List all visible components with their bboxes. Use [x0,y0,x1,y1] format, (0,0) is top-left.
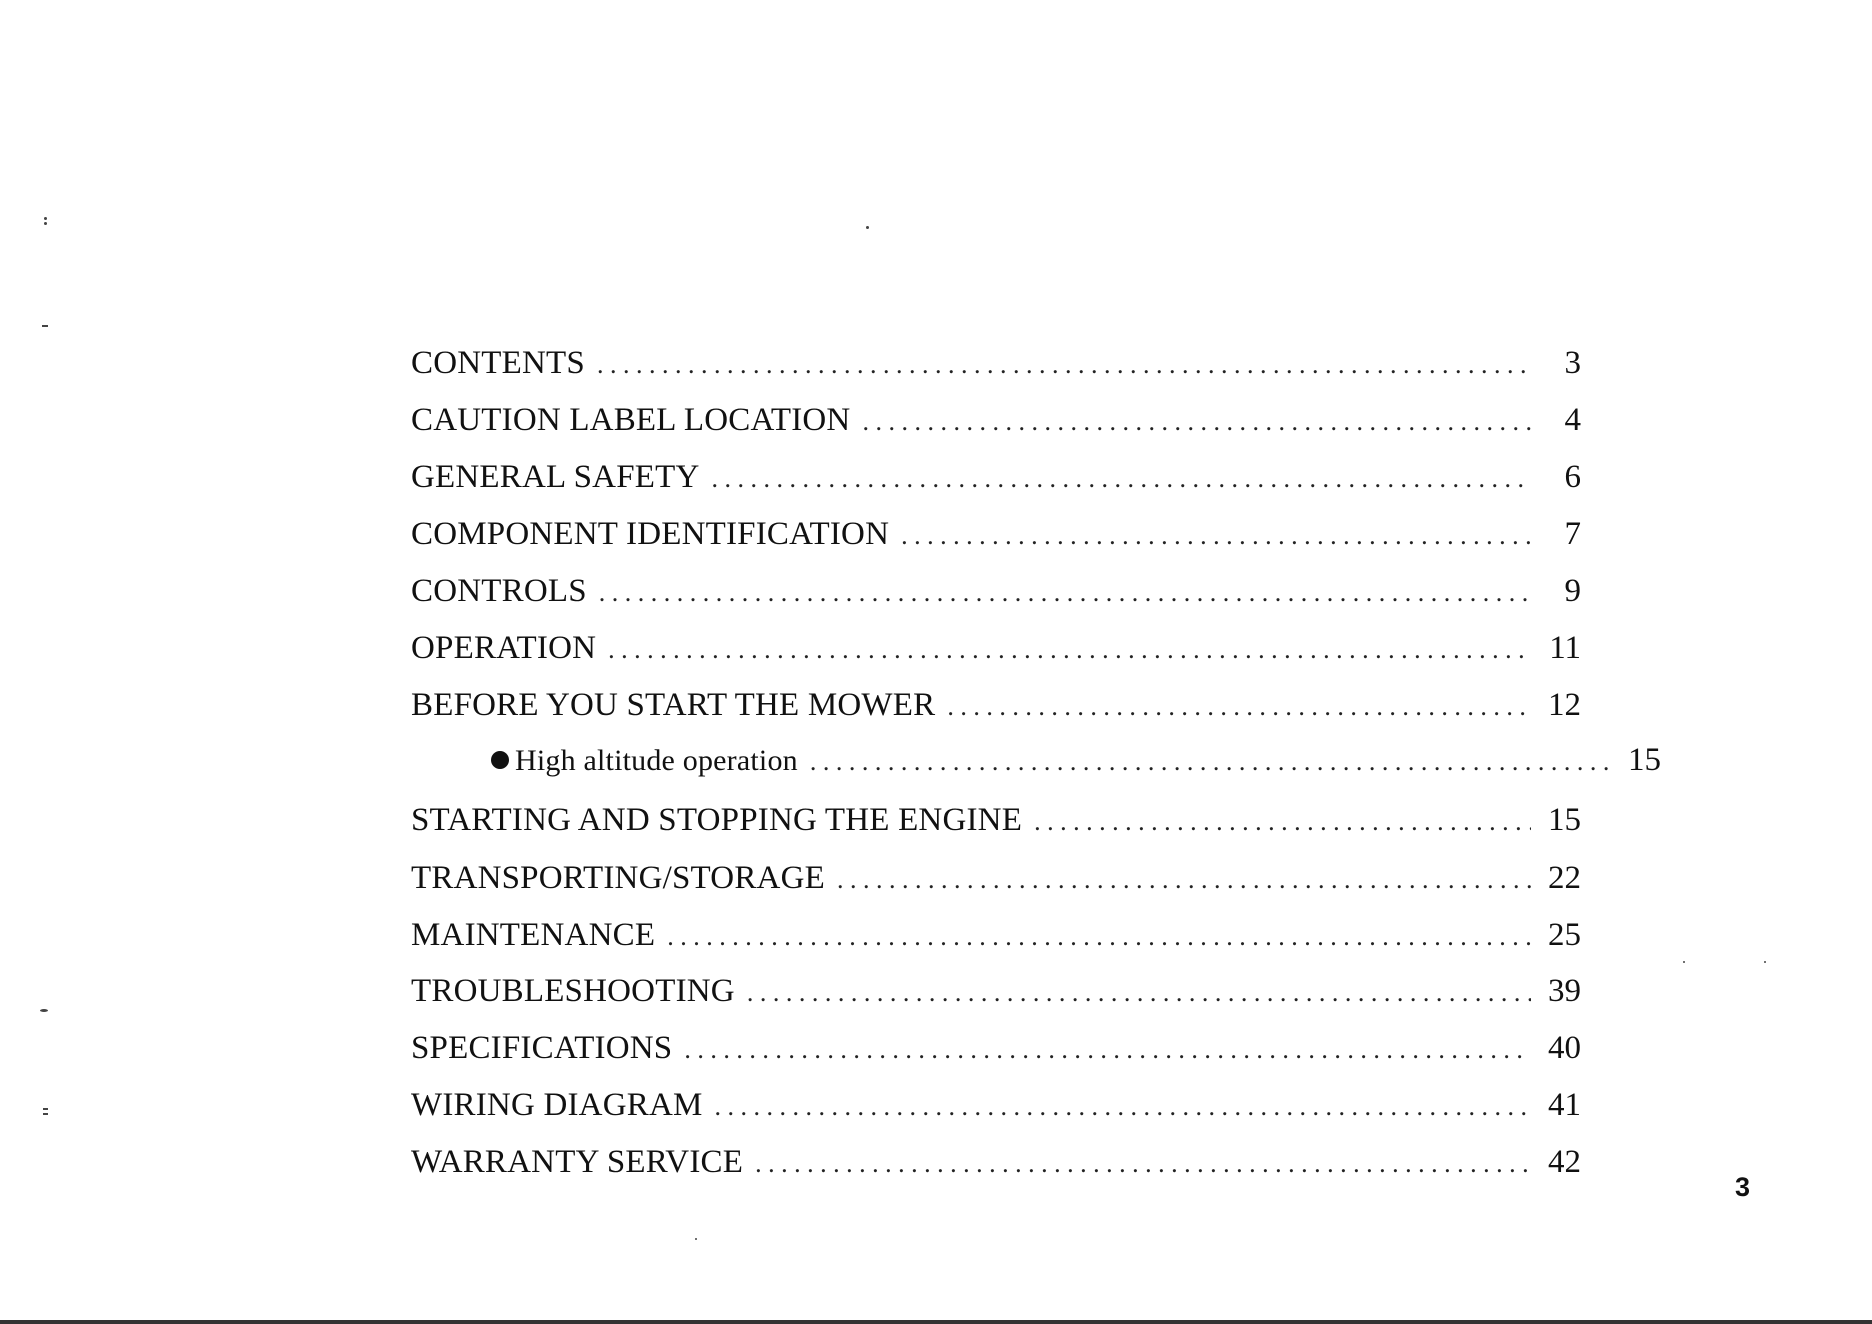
toc-entry-page: 40 [1548,1030,1581,1066]
dot-leader [901,521,1531,551]
scan-speck [43,1108,48,1110]
toc-entry-label: GENERAL SAFETY [411,459,700,495]
toc-entry-page: 15 [1548,802,1581,838]
toc-entry-label: OPERATION [411,630,597,666]
toc-entry-contents[interactable] [411,345,1581,402]
dot-leader [837,865,1531,895]
toc-subentry-high-altitude[interactable] [411,742,1661,802]
toc-entry-warranty-service[interactable] [411,1144,1581,1201]
toc-entry-caution-label-location[interactable] [411,402,1581,459]
toc-entry-page: 7 [1564,516,1581,552]
toc-entry-label: TROUBLESHOOTING [411,973,735,1009]
toc-entry-page: 9 [1564,573,1581,609]
dot-leader [862,407,1531,437]
scan-speck [43,1113,48,1115]
toc-entry-component-identification[interactable] [411,516,1581,573]
dot-leader [684,1035,1531,1065]
toc-entry-transporting-storage[interactable] [411,860,1581,917]
toc-entry-page: 15 [1628,742,1661,778]
toc-entry-label: BEFORE YOU START THE MOWER [411,687,936,723]
dot-leader [608,635,1531,665]
toc-entry-before-you-start[interactable] [411,687,1581,742]
toc-entry-label: CONTROLS [411,573,587,609]
dot-leader [597,350,1531,380]
scan-speck [42,325,48,327]
toc-entry-specifications[interactable] [411,1030,1581,1087]
dot-leader [599,578,1531,608]
toc-entry-starting-stopping[interactable] [411,802,1581,860]
dot-leader [810,747,1611,777]
toc-entry-label: STARTING AND STOPPING THE ENGINE [411,802,1023,838]
toc-entry-page: 4 [1564,402,1581,438]
toc-entry-page: 25 [1548,917,1581,953]
toc-entry-page: 6 [1564,459,1581,495]
scan-speck [40,1009,48,1012]
dot-leader [667,922,1531,952]
toc-entry-label: COMPONENT IDENTIFICATION [411,516,890,552]
toc-entry-label: SPECIFICATIONS [411,1030,673,1066]
toc-entry-troubleshooting[interactable] [411,973,1581,1030]
toc-entry-page: 42 [1548,1144,1581,1180]
toc-entry-label: MAINTENANCE [411,917,656,953]
toc-subentry-label-wrap [491,744,798,778]
scan-speck [44,222,47,225]
dot-leader [747,978,1531,1008]
toc-entry-page: 11 [1549,630,1581,666]
dot-leader [712,464,1532,494]
page-number: 3 [1735,1172,1751,1202]
toc-entry-maintenance[interactable] [411,917,1581,973]
toc-entry-label: CONTENTS [411,345,585,381]
toc-entry-label: High altitude operation [515,744,798,777]
dot-leader [715,1092,1531,1122]
toc-entry-label: WARRANTY SERVICE [411,1144,744,1180]
scan-speck [44,217,47,220]
scan-speck [695,1238,697,1240]
toc-entry-page: 3 [1564,345,1581,381]
table-of-contents [411,345,1661,1201]
dot-leader [755,1149,1531,1179]
toc-entry-label: CAUTION LABEL LOCATION [411,402,851,438]
toc-entry-label: TRANSPORTING/STORAGE [411,860,825,896]
toc-entry-page: 22 [1548,860,1581,896]
toc-entry-page: 39 [1548,973,1581,1009]
toc-entry-wiring-diagram[interactable] [411,1087,1581,1144]
toc-entry-label: WIRING DIAGRAM [411,1087,703,1123]
toc-entry-controls[interactable] [411,573,1581,630]
dot-leader [1034,807,1531,837]
toc-entry-page: 12 [1548,687,1581,723]
toc-entry-general-safety[interactable] [411,459,1581,516]
scan-speck [1764,961,1766,963]
scan-speck [866,226,869,229]
toc-entry-page: 41 [1548,1087,1581,1123]
bullet-icon [491,751,509,769]
bottom-edge-rule [0,1320,1872,1324]
dot-leader [947,692,1531,722]
scan-speck [1683,961,1685,963]
toc-entry-operation[interactable] [411,630,1581,687]
